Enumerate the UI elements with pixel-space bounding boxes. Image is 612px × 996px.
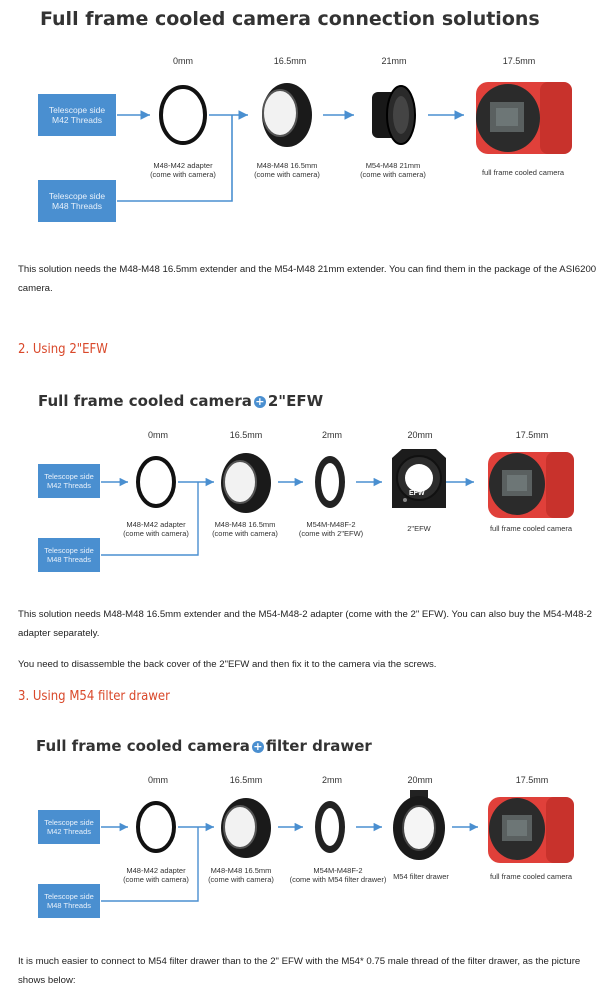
diagram1-title: Full frame cooled camera connection solutions [40,8,540,30]
distance-label: 2mm [322,775,342,785]
efw-label: EFW [409,490,425,497]
caption-m48-m42: M48-M42 adapter (come with camera) [150,161,216,179]
caption-m48-m42: M48-M42 adapter (come with camera) [123,520,189,538]
distance-label: 17.5mm [515,430,549,440]
distance-label: 20mm [407,430,433,440]
section-heading: 2. Using 2"EFW [18,342,108,357]
caption-camera: full frame cooled camera [489,872,573,881]
full-frame-camera-icon [488,797,574,863]
caption-m54m-m48f-2: M54M-M48F-2 (come with 2"EFW) [298,520,364,538]
caption-camera: full frame cooled camera [489,524,573,533]
paragraph: It is much easier to connect to M54 filter drawer than to the 2" EFW with the M54* 0.75 male thread of the filter drawer, as the picture shows below: [18,956,581,987]
caption-camera: full frame cooled camera [481,168,565,177]
distance-label: 2mm [322,430,342,440]
caption-m54m-m48f-2: M54M-M48F-2 (come with M54 filter drawer) [289,866,387,884]
telescope-m42-box: Telescope side M42 Threads [38,94,116,136]
distance-label: 17.5mm [515,775,549,785]
telescope-m42-box: Telescope side M42 Threads [38,464,100,498]
distance-label: 17.5mm [502,56,536,66]
telescope-m48-box: Telescope side M48 Threads [38,538,100,572]
diagram3-title: Full frame cooled camera + filter drawer [36,737,372,755]
connector-line [101,827,198,901]
m54m-m48f-2-adapter-icon [315,801,345,853]
telescope-m42-box: Telescope side M42 Threads [38,810,100,844]
caption-extender: M48-M48 16.5mm (come with camera) [212,520,278,538]
caption-m48-m42: M48-M42 adapter (come with camera) [123,866,189,884]
m48-m42-adapter-icon [138,803,174,851]
distance-label: 0mm [148,775,168,785]
distance-label: 20mm [407,775,433,785]
caption-m54-m48: M54-M48 21mm (come with camera) [360,161,426,179]
distance-label: 16.5mm [229,775,263,785]
plus-icon: + [253,740,263,753]
distance-label: 16.5mm [229,430,263,440]
caption-extender: M48-M48 16.5mm (come with camera) [208,866,274,884]
m54-filter-drawer-icon [393,790,445,860]
telescope-m48-box: Telescope side M48 Threads [38,884,100,918]
plus-icon: + [255,395,265,408]
telescope-m48-box: Telescope side M48 Threads [38,180,116,222]
extender-16-5mm-icon [221,798,271,858]
paragraph: This solution needs the M48-M48 16.5mm extender and the M54-M48 21mm extender. You can find them in the package of the ASI6200 camera. [18,264,597,295]
diagram2-title: Full frame cooled camera + 2"EFW [38,392,324,410]
distance-label: 0mm [148,430,168,440]
section-heading: 3. Using M54 filter drawer [18,689,170,704]
distance-label: 16.5mm [273,56,307,66]
paragraph: You need to disassemble the back cover of the 2"EFW and then fix it to the camera via the screws. [18,659,437,670]
distance-label: 21mm [381,56,407,66]
distance-label: 0mm [173,56,193,66]
caption-efw: 2"EFW [407,524,431,533]
caption-filter-drawer: M54 filter drawer [393,872,449,881]
paragraph: This solution needs M48-M48 16.5mm extender and the M54-M48-2 adapter (come with the 2" EFW). You can also buy the M54-M48-2 adapter separately. [18,609,592,640]
caption-extender: M48-M48 16.5mm (come with camera) [254,161,320,179]
